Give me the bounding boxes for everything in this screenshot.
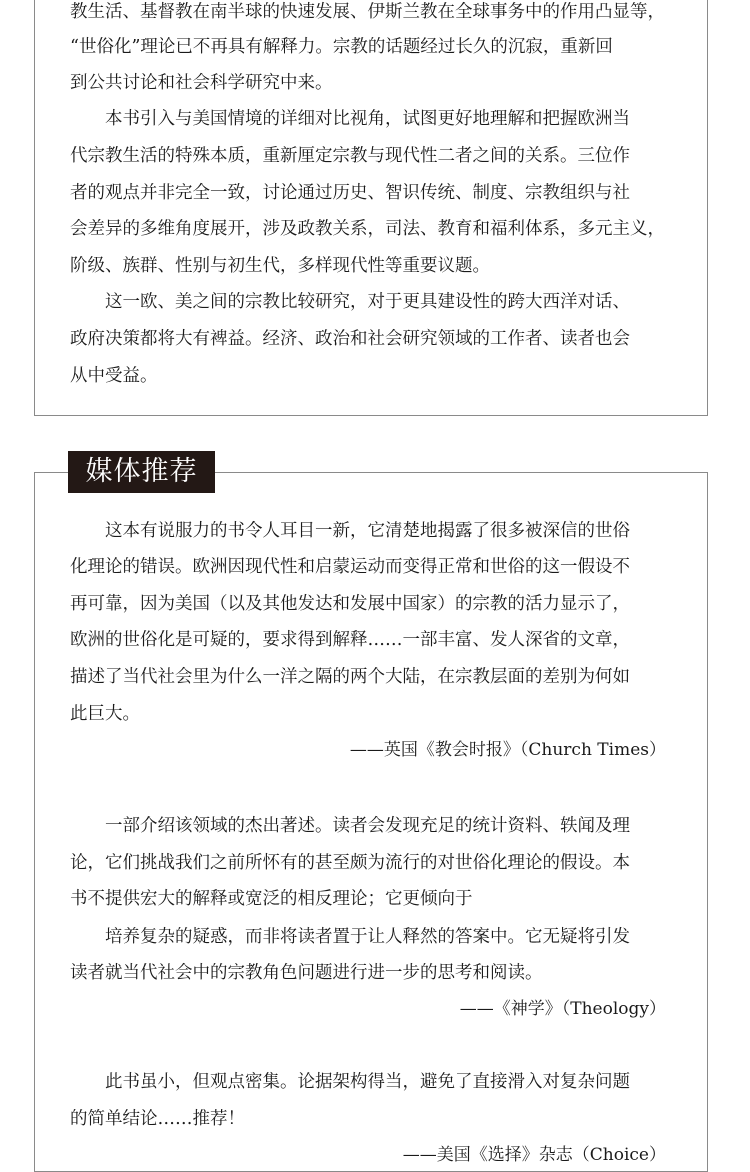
intro-line: 会差异的多维角度展开，涉及政教关系，司法、教育和福利体系，多元主义， bbox=[70, 219, 665, 239]
intro-line: 政府决策都将大有裨益。经济、政治和社会研究领域的工作者、读者也会 bbox=[70, 329, 630, 349]
review2-line: 培养复杂的疑惑，而非将读者置于让人释然的答案中。它无疑将引发 bbox=[105, 927, 630, 947]
review3-source: ——美国《选择》杂志（Choice） bbox=[402, 1145, 666, 1165]
review1-line: 这本有说服力的书令人耳目一新，它清楚地揭露了很多被深信的世俗 bbox=[105, 521, 630, 541]
review1-source: ——英国《教会时报》（Church Times） bbox=[349, 740, 666, 760]
review1-line: 欧洲的世俗化是可疑的，要求得到解释……一部丰富、发人深省的文章， bbox=[70, 630, 630, 650]
review2-line: 书不提供宏大的解释或宽泛的相反理论；它更倾向于 bbox=[70, 889, 473, 909]
intro-line: 者的观点并非完全一致，讨论通过历史、智识传统、制度、宗教组织与社 bbox=[70, 183, 630, 203]
intro-line: 到公共讨论和社会科学研究中来。 bbox=[70, 73, 333, 93]
intro-line: 本书引入与美国情境的详细对比视角，试图更好地理解和把握欧洲当 bbox=[105, 109, 630, 129]
intro-line: 这一欧、美之间的宗教比较研究，对于更具建设性的跨大西洋对话、 bbox=[105, 292, 630, 312]
review1-line: 此巨大。 bbox=[70, 704, 140, 724]
review3-line: 此书虽小，但观点密集。论据架构得当，避免了直接滑入对复杂问题 bbox=[105, 1072, 630, 1092]
review1-line: 描述了当代社会里为什么一洋之隔的两个大陆，在宗教层面的差别为何如 bbox=[70, 667, 630, 687]
intro-line: 从中受益。 bbox=[70, 366, 158, 386]
intro-line: 阶级、族群、性别与初生代，多样现代性等重要议题。 bbox=[70, 256, 490, 276]
review3-line: 的简单结论……推荐！ bbox=[70, 1109, 245, 1129]
media-header: 媒体推荐 bbox=[68, 451, 215, 493]
intro-line: 教生活、基督教在南半球的快速发展、伊斯兰教在全球事务中的作用凸显等， bbox=[70, 2, 665, 22]
review2-source: ——《神学》（Theology） bbox=[459, 999, 666, 1019]
review2-line: 读者就当代社会中的宗教角色问题进行进一步的思考和阅读。 bbox=[70, 963, 543, 983]
intro-line: “世俗化”理论已不再具有解释力。宗教的话题经过长久的沉寂，重新回 bbox=[70, 37, 613, 57]
review1-line: 再可靠，因为美国（以及其他发达和发展中国家）的宗教的活力显示了， bbox=[70, 594, 630, 614]
review2-line: 论，它们挑战我们之前所怀有的甚至颇为流行的对世俗化理论的假设。本 bbox=[70, 853, 630, 873]
intro-line: 代宗教生活的特殊本质，重新厘定宗教与现代性二者之间的关系。三位作 bbox=[70, 146, 630, 166]
review1-line: 化理论的错误。欧洲因现代性和启蒙运动而变得正常和世俗的这一假设不 bbox=[70, 557, 630, 577]
review2-line: 一部介绍该领域的杰出著述。读者会发现充足的统计资料、轶闻及理 bbox=[105, 816, 630, 836]
